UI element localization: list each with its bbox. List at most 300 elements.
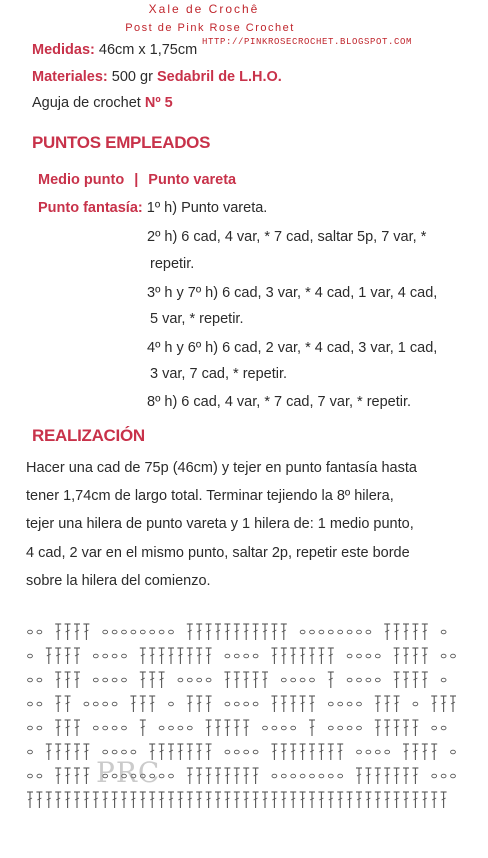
chain-stitch-symbol	[244, 702, 249, 706]
chain-stitch-symbol	[347, 630, 352, 634]
double-crochet-symbol	[375, 720, 381, 736]
double-crochet-symbol	[83, 624, 89, 640]
chain-stitch-symbol	[272, 726, 277, 730]
double-crochet-symbol	[224, 672, 230, 688]
aguja-value: Nº 5	[144, 95, 173, 111]
chain-stitch-symbol	[84, 702, 89, 706]
double-crochet-symbol	[309, 744, 315, 760]
chain-stitch-symbol	[103, 750, 108, 754]
double-crochet-symbol	[271, 648, 277, 664]
chain-stitch-symbol	[169, 702, 174, 706]
chain-stitch-symbol	[103, 654, 108, 658]
double-crochet-symbol	[394, 696, 400, 712]
double-crochet-symbol	[187, 696, 193, 712]
chain-stitch-symbol	[37, 774, 42, 778]
chain-stitch-symbol	[112, 726, 117, 730]
chain-stitch-symbol	[234, 702, 239, 706]
double-crochet-symbol	[253, 768, 259, 784]
aguja-line	[32, 95, 173, 111]
double-crochet-symbol	[83, 768, 89, 784]
double-crochet-symbol	[403, 720, 409, 736]
double-crochet-symbol	[206, 624, 212, 640]
chain-stitch-symbol	[93, 702, 98, 706]
double-crochet-symbol	[215, 768, 221, 784]
double-crochet-symbol	[196, 648, 202, 664]
chain-stitch-symbol	[357, 678, 362, 682]
chain-stitch-symbol	[28, 750, 33, 754]
medidas-label: Medidas:	[32, 42, 95, 58]
double-crochet-symbol	[262, 672, 268, 688]
double-crochet-symbol	[168, 792, 174, 808]
double-crochet-symbol	[83, 744, 89, 760]
double-crochet-symbol	[168, 648, 174, 664]
chain-stitch-symbol	[272, 774, 277, 778]
double-crochet-symbol	[318, 744, 324, 760]
chain-stitch-symbol	[357, 630, 362, 634]
double-crochet-symbol	[149, 792, 155, 808]
double-crochet-symbol	[271, 744, 277, 760]
realizacion-heading: REALIZACIÓN	[32, 426, 145, 445]
double-crochet-symbol	[159, 648, 165, 664]
double-crochet-symbol	[422, 624, 428, 640]
double-crochet-symbol	[187, 768, 193, 784]
double-crochet-symbol	[300, 792, 306, 808]
double-crochet-symbol	[159, 672, 165, 688]
double-crochet-symbol	[384, 624, 390, 640]
double-crochet-symbol	[234, 768, 240, 784]
materiales-line	[32, 69, 282, 85]
double-crochet-symbol	[177, 744, 183, 760]
double-crochet-symbol	[356, 768, 362, 784]
chain-stitch-symbol	[37, 726, 42, 730]
double-crochet-symbol	[196, 744, 202, 760]
double-crochet-symbol	[403, 792, 409, 808]
chain-stitch-symbol	[37, 702, 42, 706]
medio-punto-label: Medio punto	[38, 172, 125, 188]
double-crochet-symbol	[55, 744, 61, 760]
double-crochet-symbol	[365, 792, 371, 808]
chain-stitch-symbol	[432, 774, 437, 778]
double-crochet-symbol	[74, 624, 80, 640]
double-crochet-symbol	[309, 792, 315, 808]
chain-stitch-symbol	[347, 726, 352, 730]
double-crochet-symbol	[55, 768, 61, 784]
double-crochet-symbol	[300, 744, 306, 760]
double-crochet-symbol	[215, 720, 221, 736]
chain-stitch-symbol	[197, 678, 202, 682]
chain-stitch-symbol	[112, 750, 117, 754]
double-crochet-symbol	[140, 696, 146, 712]
double-crochet-symbol	[271, 792, 277, 808]
chain-stitch-symbol	[28, 678, 33, 682]
double-crochet-symbol	[394, 792, 400, 808]
fantasia-row-3: 3º h y 7º h) 6 cad, 3 var, * 4 cad, 1 var, 4 cad,	[147, 285, 438, 301]
double-crochet-symbol	[196, 696, 202, 712]
chain-stitch-symbol	[300, 630, 305, 634]
chain-stitch-symbol	[112, 654, 117, 658]
crochet-stitch-chart	[20, 616, 476, 836]
double-crochet-symbol	[187, 792, 193, 808]
chain-stitch-symbol	[244, 750, 249, 754]
chain-stitch-symbol	[37, 678, 42, 682]
double-crochet-symbol	[300, 696, 306, 712]
punto-vareta-label: Punto vareta	[148, 172, 237, 188]
chain-stitch-symbol	[281, 678, 286, 682]
chain-stitch-symbol	[122, 726, 127, 730]
double-crochet-symbol	[375, 768, 381, 784]
double-crochet-symbol	[394, 624, 400, 640]
chain-stitch-symbol	[432, 726, 437, 730]
double-crochet-symbol	[46, 648, 52, 664]
chain-stitch-symbol	[253, 750, 258, 754]
chain-stitch-symbol	[187, 726, 192, 730]
chain-stitch-symbol	[234, 654, 239, 658]
double-crochet-symbol	[140, 792, 146, 808]
chain-stitch-symbol	[413, 702, 418, 706]
double-crochet-symbol	[394, 768, 400, 784]
double-crochet-symbol	[234, 672, 240, 688]
chain-stitch-symbol	[300, 678, 305, 682]
double-crochet-symbol	[159, 792, 165, 808]
chain-stitch-symbol	[328, 774, 333, 778]
double-crochet-symbol	[74, 744, 80, 760]
chain-stitch-symbol	[375, 654, 380, 658]
double-crochet-symbol	[281, 624, 287, 640]
chain-stitch-symbol	[310, 774, 315, 778]
double-crochet-symbol	[65, 744, 71, 760]
chain-stitch-symbol	[187, 678, 192, 682]
double-crochet-symbol	[281, 744, 287, 760]
chain-stitch-symbol	[28, 654, 33, 658]
chain-stitch-symbol	[328, 630, 333, 634]
chain-stitch-symbol	[178, 678, 183, 682]
chain-stitch-symbol	[310, 630, 315, 634]
double-crochet-symbol	[206, 648, 212, 664]
double-crochet-symbol	[412, 792, 418, 808]
double-crochet-symbol	[309, 648, 315, 664]
double-crochet-symbol	[196, 624, 202, 640]
double-crochet-symbol	[450, 696, 456, 712]
materiales-label: Materiales:	[32, 69, 108, 85]
chain-stitch-symbol	[441, 630, 446, 634]
double-crochet-symbol	[441, 792, 447, 808]
double-crochet-symbol	[149, 672, 155, 688]
chain-stitch-symbol	[169, 630, 174, 634]
double-crochet-symbol	[243, 672, 249, 688]
double-crochet-symbol	[65, 672, 71, 688]
double-crochet-symbol	[112, 792, 118, 808]
chain-stitch-symbol	[357, 726, 362, 730]
double-crochet-symbol	[140, 720, 146, 736]
double-crochet-symbol	[168, 744, 174, 760]
double-crochet-symbol	[74, 672, 80, 688]
double-crochet-symbol	[65, 720, 71, 736]
double-crochet-symbol	[337, 792, 343, 808]
aguja-text: Aguja de crochet	[32, 95, 141, 111]
double-crochet-symbol	[394, 648, 400, 664]
materiales-value: 500 gr	[111, 69, 153, 85]
chain-stitch-symbol	[112, 702, 117, 706]
double-crochet-symbol	[187, 624, 193, 640]
chain-stitch-symbol	[347, 654, 352, 658]
double-crochet-symbol	[412, 672, 418, 688]
double-crochet-symbol	[365, 768, 371, 784]
chain-stitch-symbol	[253, 654, 258, 658]
chain-stitch-symbol	[93, 654, 98, 658]
double-crochet-symbol	[65, 624, 71, 640]
chain-stitch-symbol	[281, 726, 286, 730]
chain-stitch-symbol	[28, 630, 33, 634]
double-crochet-symbol	[234, 792, 240, 808]
double-crochet-symbol	[121, 792, 127, 808]
double-crochet-symbol	[412, 768, 418, 784]
chain-stitch-symbol	[328, 702, 333, 706]
chain-stitch-symbol	[150, 630, 155, 634]
puntos-heading: PUNTOS EMPLEADOS	[32, 133, 211, 152]
double-crochet-symbol	[65, 696, 71, 712]
chain-stitch-symbol	[244, 654, 249, 658]
double-crochet-symbol	[253, 624, 259, 640]
double-crochet-symbol	[431, 696, 437, 712]
double-crochet-symbol	[93, 792, 99, 808]
double-crochet-symbol	[102, 792, 108, 808]
double-crochet-symbol	[300, 648, 306, 664]
double-crochet-symbol	[328, 648, 334, 664]
double-crochet-symbol	[234, 720, 240, 736]
chain-stitch-symbol	[225, 702, 230, 706]
chain-stitch-symbol	[291, 726, 296, 730]
realizacion-line-3: tejer una hilera de punto vareta y 1 hilera de: 1 medio punto,	[26, 516, 414, 532]
chain-stitch-symbol	[234, 750, 239, 754]
double-crochet-symbol	[83, 792, 89, 808]
chain-stitch-symbol	[338, 702, 343, 706]
realizacion-line-1: Hacer una cad de 75p (46cm) y tejer en punto fantasía hasta	[26, 460, 417, 476]
double-crochet-symbol	[27, 792, 33, 808]
chain-stitch-symbol	[103, 702, 108, 706]
double-crochet-symbol	[215, 624, 221, 640]
double-crochet-symbol	[224, 792, 230, 808]
chain-stitch-symbol	[122, 750, 127, 754]
double-crochet-symbol	[55, 720, 61, 736]
double-crochet-symbol	[177, 792, 183, 808]
double-crochet-symbol	[187, 744, 193, 760]
chain-stitch-symbol	[140, 630, 145, 634]
double-crochet-symbol	[177, 648, 183, 664]
double-crochet-symbol	[206, 792, 212, 808]
double-crochet-symbol	[412, 648, 418, 664]
double-crochet-symbol	[55, 696, 61, 712]
chain-stitch-symbol	[225, 750, 230, 754]
double-crochet-symbol	[309, 696, 315, 712]
chain-stitch-symbol	[169, 726, 174, 730]
double-crochet-symbol	[243, 624, 249, 640]
double-crochet-symbol	[224, 624, 230, 640]
double-crochet-symbol	[403, 672, 409, 688]
chain-stitch-symbol	[451, 750, 456, 754]
chain-stitch-symbol	[112, 678, 117, 682]
double-crochet-symbol	[140, 648, 146, 664]
chain-stitch-symbol	[441, 774, 446, 778]
blog-subtitle: Post de Pink Rose Crochet	[125, 22, 295, 34]
fantasia-row-4: 4º h y 6º h) 6 cad, 2 var, * 4 cad, 3 var, 1 cad,	[147, 340, 438, 356]
chain-stitch-symbol	[375, 678, 380, 682]
double-crochet-symbol	[74, 648, 80, 664]
double-crochet-symbol	[262, 792, 268, 808]
chain-stitch-symbol	[328, 726, 333, 730]
fantasia-row-2b: repetir.	[150, 256, 195, 272]
double-crochet-symbol	[290, 696, 296, 712]
double-crochet-symbol	[422, 648, 428, 664]
chain-stitch-symbol	[291, 774, 296, 778]
chain-stitch-symbol	[103, 630, 108, 634]
double-crochet-symbol	[55, 672, 61, 688]
double-crochet-symbol	[206, 720, 212, 736]
double-crochet-symbol	[309, 720, 315, 736]
double-crochet-symbol	[375, 696, 381, 712]
double-crochet-symbol	[290, 744, 296, 760]
double-crochet-symbol	[394, 672, 400, 688]
double-crochet-symbol	[384, 792, 390, 808]
double-crochet-symbol	[271, 696, 277, 712]
chain-stitch-symbol	[122, 630, 127, 634]
chain-stitch-symbol	[178, 726, 183, 730]
blog-url-link[interactable]: HTTP://PINKROSECROCHET.BLOGSPOT.COM	[202, 37, 413, 47]
separator: |	[134, 172, 139, 188]
double-crochet-symbol	[375, 792, 381, 808]
double-crochet-symbol	[55, 624, 61, 640]
fantasia-row-4b: 3 var, 7 cad, * repetir.	[150, 366, 288, 382]
double-crochet-symbol	[46, 744, 52, 760]
chain-stitch-symbol	[131, 750, 136, 754]
chain-stitch-symbol	[28, 702, 33, 706]
chain-stitch-symbol	[319, 774, 324, 778]
double-crochet-symbol	[149, 696, 155, 712]
chain-stitch-symbol	[357, 654, 362, 658]
chain-stitch-symbol	[281, 774, 286, 778]
double-crochet-symbol	[196, 792, 202, 808]
double-crochet-symbol	[206, 696, 212, 712]
chain-stitch-symbol	[291, 678, 296, 682]
double-crochet-symbol	[253, 672, 259, 688]
double-crochet-symbol	[55, 648, 61, 664]
chain-stitch-symbol	[112, 630, 117, 634]
double-crochet-symbol	[403, 648, 409, 664]
double-crochet-symbol	[422, 672, 428, 688]
chain-stitch-symbol	[338, 630, 343, 634]
double-crochet-symbol	[281, 648, 287, 664]
chain-stitch-symbol	[310, 678, 315, 682]
double-crochet-symbol	[290, 648, 296, 664]
chain-stitch-symbol	[366, 654, 371, 658]
fantasia-row-2: 2º h) 6 cad, 4 var, * 7 cad, saltar 5p, 7 var, *	[147, 229, 427, 245]
double-crochet-symbol	[187, 648, 193, 664]
chain-stitch-symbol	[385, 750, 390, 754]
double-crochet-symbol	[356, 792, 362, 808]
double-crochet-symbol	[74, 768, 80, 784]
double-crochet-symbol	[224, 768, 230, 784]
chain-stitch-symbol	[451, 654, 456, 658]
chain-stitch-symbol	[451, 774, 456, 778]
chain-stitch-symbol	[375, 750, 380, 754]
chain-stitch-symbol	[37, 630, 42, 634]
stitch-chart-svg	[20, 616, 476, 836]
chain-stitch-symbol	[253, 702, 258, 706]
stitch-types-line	[38, 172, 236, 188]
double-crochet-symbol	[243, 768, 249, 784]
prc-watermark: PRC	[96, 756, 161, 789]
medidas-value: 46cm x 1,75cm	[98, 42, 198, 58]
double-crochet-symbol	[290, 792, 296, 808]
double-crochet-symbol	[347, 792, 353, 808]
chain-stitch-symbol	[319, 630, 324, 634]
chain-stitch-symbol	[366, 630, 371, 634]
chain-stitch-symbol	[131, 630, 136, 634]
realizacion-line-4: 4 cad, 2 var en el mismo punto, saltar 2p, repetir este borde	[26, 545, 410, 561]
chain-stitch-symbol	[122, 678, 127, 682]
chain-stitch-symbol	[338, 774, 343, 778]
double-crochet-symbol	[422, 792, 428, 808]
double-crochet-symbol	[243, 792, 249, 808]
blog-title: Xale de Crochê	[148, 2, 260, 16]
double-crochet-symbol	[431, 744, 437, 760]
double-crochet-symbol	[328, 672, 334, 688]
double-crochet-symbol	[384, 720, 390, 736]
double-crochet-symbol	[36, 792, 42, 808]
double-crochet-symbol	[412, 720, 418, 736]
double-crochet-symbol	[149, 648, 155, 664]
double-crochet-symbol	[441, 696, 447, 712]
chain-stitch-symbol	[103, 726, 108, 730]
double-crochet-symbol	[318, 648, 324, 664]
double-crochet-symbol	[431, 792, 437, 808]
chain-stitch-symbol	[169, 774, 174, 778]
double-crochet-symbol	[74, 792, 80, 808]
double-crochet-symbol	[206, 768, 212, 784]
double-crochet-symbol	[328, 744, 334, 760]
chain-stitch-symbol	[93, 726, 98, 730]
materiales-brand: Sedabril de L.H.O.	[156, 69, 282, 85]
fantasia-line-1	[38, 200, 267, 216]
fantasia-row-8: 8º h) 6 cad, 4 var, * 7 cad, 7 var, * repetir.	[147, 394, 412, 410]
chain-stitch-symbol	[441, 654, 446, 658]
medidas-line	[32, 42, 197, 58]
chain-stitch-symbol	[28, 774, 33, 778]
chain-stitch-symbol	[347, 678, 352, 682]
chain-stitch-symbol	[366, 750, 371, 754]
double-crochet-symbol	[234, 624, 240, 640]
fantasia-label: Punto fantasía:	[38, 200, 143, 216]
chain-stitch-symbol	[103, 678, 108, 682]
chain-stitch-symbol	[159, 726, 164, 730]
double-crochet-symbol	[224, 720, 230, 736]
double-crochet-symbol	[384, 696, 390, 712]
double-crochet-symbol	[46, 792, 52, 808]
double-crochet-symbol	[281, 792, 287, 808]
double-crochet-symbol	[206, 744, 212, 760]
double-crochet-symbol	[215, 792, 221, 808]
double-crochet-symbol	[412, 624, 418, 640]
chain-stitch-symbol	[263, 726, 268, 730]
realizacion-line-5: sobre la hilera del comienzo.	[26, 573, 211, 589]
fantasia-row-3b: 5 var, * repetir.	[150, 311, 244, 327]
double-crochet-symbol	[412, 744, 418, 760]
chain-stitch-symbol	[159, 630, 164, 634]
double-crochet-symbol	[65, 648, 71, 664]
double-crochet-symbol	[65, 792, 71, 808]
double-crochet-symbol	[281, 696, 287, 712]
double-crochet-symbol	[140, 672, 146, 688]
double-crochet-symbol	[65, 768, 71, 784]
